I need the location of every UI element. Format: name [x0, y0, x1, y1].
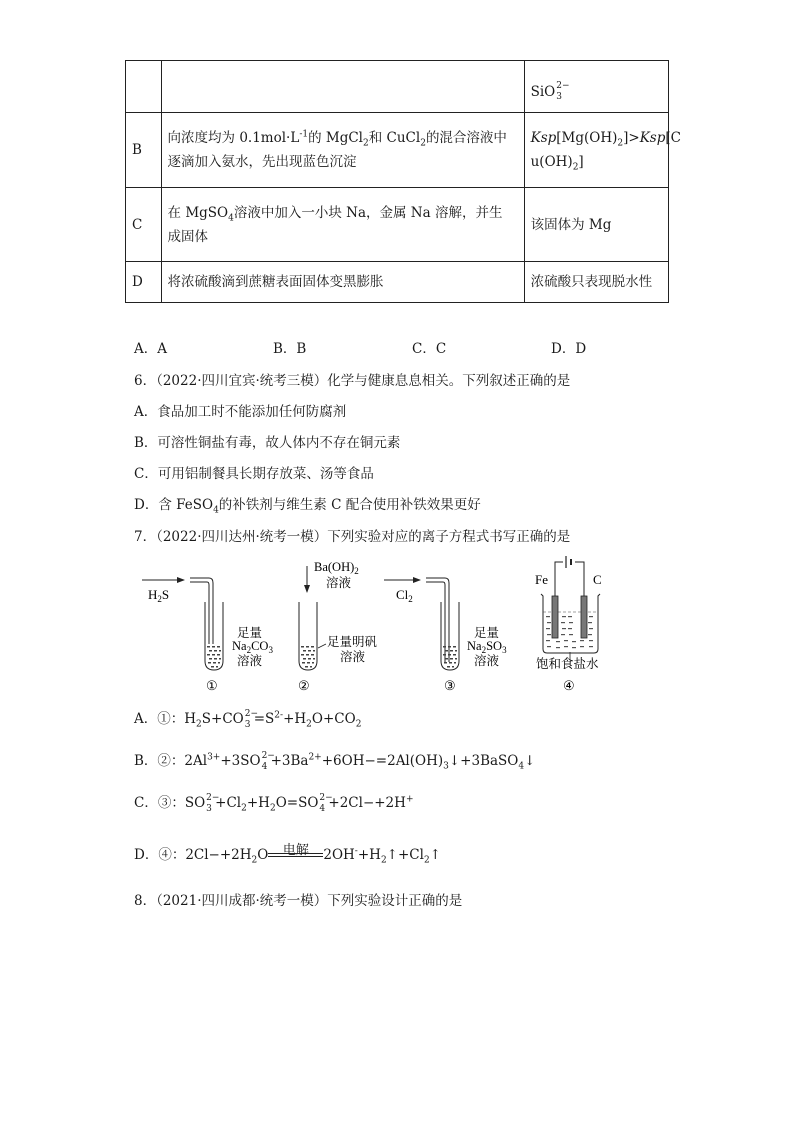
q6-option-c: C．可用铝制餐具长期存放菜、汤等食品 — [134, 466, 374, 482]
row-description: 将浓硫酸滴到蔗糖表面固体变黑膨胀 — [161, 262, 524, 303]
svg-text:足量: 足量 — [474, 626, 500, 640]
q8-stem: 8．（2021·四川成都·统考一模）下列实验设计正确的是 — [134, 893, 463, 909]
svg-text:③: ③ — [444, 678, 456, 693]
svg-text:溶液: 溶液 — [340, 650, 366, 664]
q6-stem: 6．（2022·四川宜宾·统考三模）化学与健康息息相关。下列叙述正确的是 — [134, 373, 571, 389]
option-c: C．C — [412, 341, 447, 357]
svg-text:Na2SO3: $Na_2SO_3$ — [467, 639, 507, 655]
row-description: 在 MgSO$_4$溶液中加入一小块 Na，金属 Na 溶解，并生 成固体 — [161, 188, 524, 262]
svg-text:①: ① — [206, 678, 218, 693]
q6-option-d: D．含 FeSO$_4$的补铁剂与维生素 C 配合使用补铁效果更好 — [134, 497, 481, 516]
q6-option-a: A．食品加工时不能添加任何防腐剂 — [134, 404, 347, 420]
svg-text:Na2CO3: $Na_2CO_3$ — [232, 639, 273, 655]
q7-option-c: C．③：SO 2− 3 $+Cl_2+H_2O=SO$ 2− 4 +2Cl−+2H+ — [134, 792, 414, 814]
apparatus-1 — [142, 578, 273, 693]
q7-option-d: D．④：$2Cl-+2H_2O$ 电解 $2OH^-+H_2↑+Cl_2↑$ — [134, 843, 441, 866]
svg-text:④: ④ — [563, 678, 575, 693]
table-row — [126, 61, 669, 113]
table-row — [126, 113, 669, 188]
question-table — [125, 60, 681, 303]
row-conclusion: SiO 2− 3 — [524, 61, 668, 113]
apparatus-4 — [535, 556, 602, 693]
row-conclusion: $Ksp[Mg(OH)_2]>Ksp[C$ $u(OH)_2$] — [524, 113, 668, 188]
liquid-pattern — [301, 646, 315, 668]
option-d: D．D — [551, 341, 587, 357]
row-label: C — [126, 188, 162, 262]
row-label — [126, 61, 162, 113]
row-description: 向浓度均为 $0.1mol\cdot L^{-1}$的 MgCl$_2$和 CuCl$_2$的混合溶液中 逐滴加入氨水，先出现蓝色沉淀 — [161, 113, 524, 188]
q7-apparatus-figure — [0, 550, 794, 700]
svg-text:Ba(OH)2: $Ba(OH)_2$ — [314, 560, 359, 576]
svg-text:溶液: 溶液 — [474, 654, 500, 668]
apparatus-3 — [384, 578, 507, 693]
svg-text:Cl2: $Cl_2$ — [396, 587, 413, 604]
svg-text:溶液: 溶液 — [237, 654, 263, 668]
row-label: D — [126, 262, 162, 303]
q7-stem: 7．（2022·四川达州·统考一模）下列实验对应的离子方程式书写正确的是 — [134, 529, 571, 545]
carbon-electrode — [581, 596, 587, 638]
svg-text:②: ② — [298, 678, 310, 693]
q7-option-b: B．②：$2Al^{3+}+3SO$ 2− 4 $+3Ba^{2+}+6OH-=2Al(OH)_3↓+3BaSO_4↓$ — [134, 750, 536, 772]
apparatus-2 — [298, 560, 378, 693]
row-description — [161, 61, 524, 113]
table-row — [126, 262, 669, 303]
row-label: B — [126, 113, 162, 188]
svg-text:Fe: Fe — [535, 572, 548, 587]
fe-electrode — [552, 596, 558, 638]
svg-text:溶液: 溶液 — [326, 576, 352, 590]
svg-text:足量: 足量 — [237, 626, 263, 640]
q6-option-b: B．可溶性铜盐有毒，故人体内不存在铜元素 — [134, 435, 401, 451]
svg-text:C: C — [593, 572, 602, 587]
row-conclusion: 该固体为 Mg — [524, 188, 668, 262]
svg-text:足量明矾: 足量明矾 — [327, 635, 378, 649]
table-row — [126, 188, 669, 262]
q5-options — [134, 339, 690, 359]
option-b: B．B — [273, 341, 307, 357]
q7-option-a: A．①：$H_2S+CO$ 2− 3 $=S^{2-}+H_2O+CO_2$ — [134, 708, 362, 730]
option-a: A．A — [134, 341, 167, 357]
h2s-label: $H_2S$ — [148, 587, 170, 604]
svg-text:饱和食盐水: 饱和食盐水 — [536, 657, 599, 671]
row-conclusion: 浓硫酸只表现脱水性 — [524, 262, 668, 303]
